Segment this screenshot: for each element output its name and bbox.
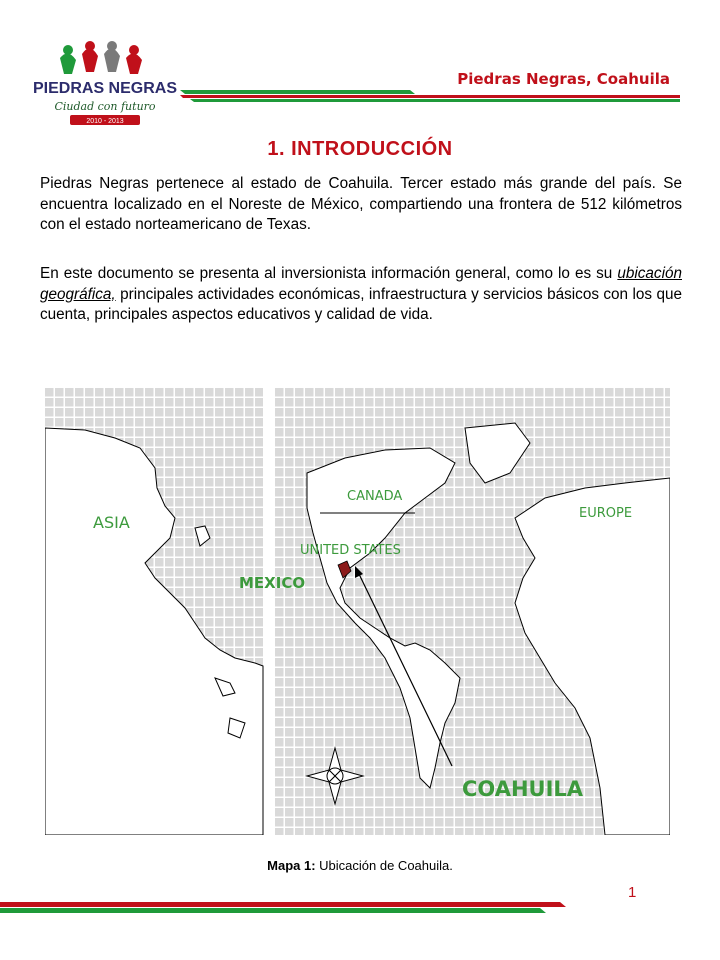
caption-label: Mapa 1: [267,858,316,873]
map-caption [0,858,720,873]
section-heading: 1. INTRODUCCIÓN [267,138,453,160]
label-europe: EUROPE [579,506,633,521]
paragraph-text: principales actividades económicas, infraestructura y servicios básicos con los que cuenta, principales aspectos educativos y calidad de vida. [40,285,682,323]
footer-stripes [0,900,720,914]
logo-name: PIEDRAS NEGRAS [32,80,178,97]
geographic-location-link[interactable]: ubicación geográfica, [40,265,682,303]
label-united-states: UNITED STATES [300,543,401,558]
caption-text: Ubicación de Coahuila. [315,858,453,873]
page-number: 1 [628,884,637,901]
world-map [45,388,670,835]
paragraph-text: En este documento se presenta al inversionista información general, como lo es su [40,265,618,282]
label-asia: ASIA [93,513,130,532]
intro-paragraph: Piedras Negras pertenece al estado de Coahuila. Tercer estado más grande del país. Se encuentra localizado en el Noreste de México, compartiendo una frontera de 512 kilómetros con el estado norteamericano de Texas. [40,175,682,233]
header-stripes [180,90,680,104]
label-mexico: MEXICO [239,574,306,592]
logo-slogan: Ciudad con futuro [54,100,156,113]
label-canada: CANADA [347,489,403,504]
document-purpose-paragraph [40,264,682,326]
header-title: Piedras Negras, Coahuila [457,70,670,88]
logo-years: 2010 - 2013 [86,118,124,125]
label-coahuila: COAHUILA [462,777,584,801]
logo-figures-icon [60,41,142,74]
piedras-negras-logo [30,38,180,128]
